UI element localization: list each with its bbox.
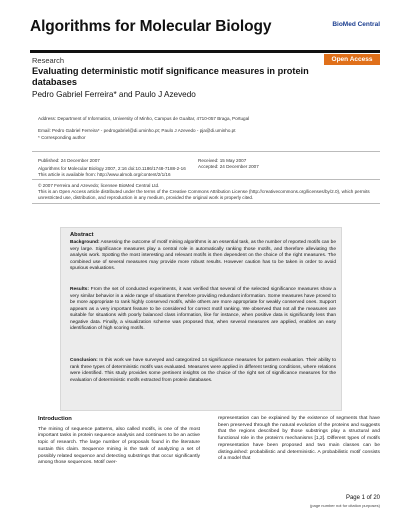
corresponding-author: * Corresponding author — [38, 135, 86, 140]
copyright: © 2007 Ferreira and Azevedo; licensee BioMed Central Ltd. — [38, 183, 160, 188]
intro-right-text: representation can be explained by the existence of segments that have been preserved through the natural evolution of the proteins and suggests that the regions described by those substrings play a structural and functional role in the protein's mechanisms [1,2]. Different types of motifs representation have been proposed and two main classes can be distinguished: probabilistic and deterministic. A probabilistic motif consists of a model that — [218, 416, 380, 462]
publisher-logo — [332, 21, 380, 28]
divider — [32, 179, 380, 180]
published-date: Published: 24 December 2007 — [38, 158, 100, 163]
accepted-date: Accepted: 24 December 2007 — [198, 164, 259, 169]
page-note: (page number not for citation purposes) — [309, 503, 380, 508]
results-label: Results: — [70, 287, 89, 292]
intro-left-column — [38, 416, 200, 467]
header-rule — [30, 50, 380, 53]
citation: Algorithms for Molecular Biology 2007, 2:16 doi:10.1186/1748-7188-2-16 — [38, 166, 186, 171]
article-url[interactable]: This article is available from: http://www.almob.org/content/2/1/16 — [38, 172, 171, 177]
article-title: Evaluating deterministic motif significance measures in protein databases — [32, 66, 309, 87]
received-date: Received: 15 May 2007 — [198, 158, 247, 163]
open-access-badge: Open Access — [324, 54, 380, 65]
journal-title: Algorithms for Molecular Biology — [30, 18, 272, 35]
address: Address: Department of Informatics, University of Minho, Campus de Gualtar, 4710-057 Braga, Portugal — [38, 116, 250, 121]
page-number: Page 1 of 20 — [345, 495, 380, 501]
abstract-background — [70, 240, 336, 273]
conclusion-label: Conclusion: — [70, 358, 98, 363]
divider — [32, 203, 380, 204]
email-line: Email: Pedro Gabriel Ferreira* - pedrogabriel@di.uminho.pt; Paulo J Azevedo - pja@di.uminho.pt — [38, 128, 236, 133]
received-accepted — [198, 158, 259, 170]
license: This is an Open Access article distributed under the terms of the Creative Commons Attribution License (http://creativecommons.org/licenses/by/2.0), which permits unrestricted use, distribution, and reproduction in any medium, provided the original work is properly cited. — [38, 189, 370, 200]
intro-heading: Introduction — [38, 416, 72, 422]
divider — [32, 151, 380, 152]
abstract-heading: Abstract — [70, 232, 94, 238]
section-label: Research — [32, 56, 65, 65]
conclusion-text: In this work we have surveyed and categorized 14 significance measures for pattern evaluation. Their ability to rank three types of deterministic motifs was evaluated. Measures were applied in different testing conditions, where relations were identified. This study provides some pertinent insights on the choice of the right set of significance measures for the evaluation of deterministic motifs extracted from protein databases. — [70, 358, 336, 383]
intro-left-text: The mining of sequence patterns, also called motifs, is one of the most important tasks in protein sequence analysis and continues to be an active topic of research. The large number of proposals found in the literature sustain this claim. Sequence mining is the task of analyzing a set of possibly related sequence and detecting substrings that occur significantly among those sequences. Motif over- — [38, 426, 200, 466]
background-label: Background: — [70, 240, 100, 245]
results-text: From the set of conducted experiments, it was verified that several of the selected significance measures show a very similar behavior in a wide range of situations therefore providing redundant information. Some measures have proved to be more appropriate to rank highly conserved motifs, while others are more appropriate for weakly conserved ones. Support appears as a very important feature to be considered for correct motif ranking. We observed that not all the measures are suitable for situations with poorly balanced class information, like for instance, when positive data is significantly less than negative data. Finally, a visualization scheme was proposed that, when several measures are applied, enables an easy identification of high scoring motifs. — [70, 287, 336, 331]
authors: Pedro Gabriel Ferreira* and Paulo J Azevedo — [32, 90, 196, 99]
background-text: Assessing the outcome of motif mining algorithms is an essential task, as the number of reported motifs can be very large. Significance measures play a central role in automatically ranking those motifs, and therefore alleviating the analysis work. Spotting the most interesting and relevant motifs is then dependent on the choice of the right measures. The combined use of several measures may provide more robust results. However caution has to be taken in order to avoid spurious evaluations. — [70, 240, 336, 271]
publisher-name: BioMed Central — [332, 21, 380, 28]
abstract-conclusion — [70, 358, 336, 384]
abstract-box — [60, 227, 342, 411]
abstract-results — [70, 287, 336, 333]
intro-right-column — [218, 416, 380, 463]
journal-header — [30, 8, 380, 46]
